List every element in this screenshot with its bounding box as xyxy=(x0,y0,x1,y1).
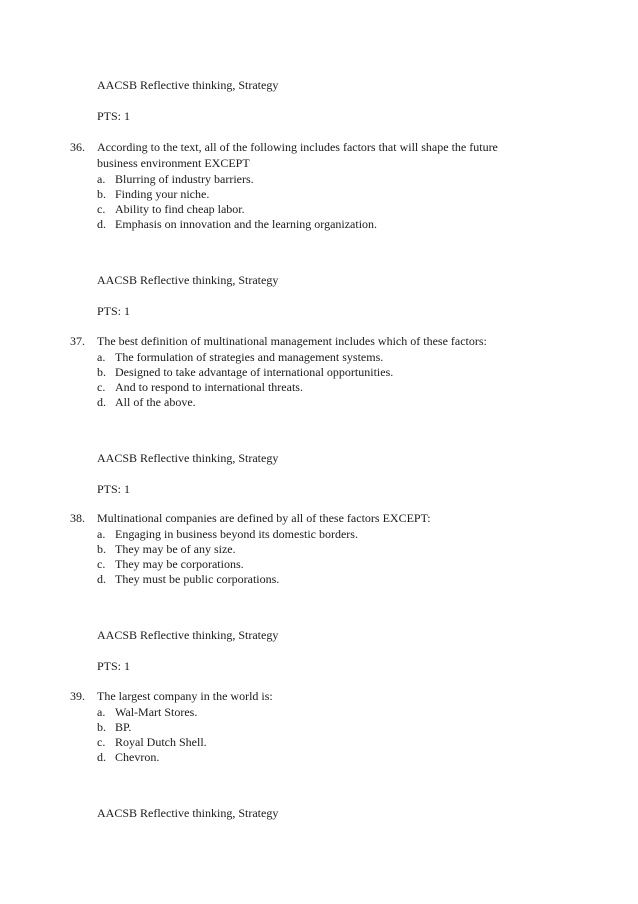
answer-option xyxy=(97,750,159,765)
option-letter: a. xyxy=(97,350,106,364)
question-number: 38. xyxy=(70,511,85,525)
option-text: Emphasis on innovation and the learning organization. xyxy=(115,217,378,231)
option-text: Designed to take advantage of international opportunities. xyxy=(115,365,394,379)
option-text: They may be corporations. xyxy=(115,557,244,571)
answer-option xyxy=(97,720,131,735)
option-text: Finding your niche. xyxy=(115,187,210,201)
option-text: Blurring of industry barriers. xyxy=(115,172,254,186)
answer-option xyxy=(97,557,244,572)
points-label: PTS: 1 xyxy=(97,659,131,673)
question-text: Multinational companies are defined by all of these factors EXCEPT: xyxy=(97,511,431,525)
aacsb-tag: AACSB Reflective thinking, Strategy xyxy=(97,451,279,465)
question-text: The best definition of multinational management includes which of these factors: xyxy=(97,334,487,348)
option-text: BP. xyxy=(115,720,132,734)
option-text: Ability to find cheap labor. xyxy=(115,202,245,216)
question-text: According to the text, all of the following includes factors that will shape the future xyxy=(97,140,498,154)
answer-option xyxy=(97,172,254,187)
answer-option xyxy=(97,527,358,542)
option-letter: c. xyxy=(97,202,106,216)
aacsb-tag: AACSB Reflective thinking, Strategy xyxy=(97,806,279,820)
option-text: They must be public corporations. xyxy=(115,572,280,586)
answer-option xyxy=(97,365,393,380)
question-number: 37. xyxy=(70,334,85,348)
option-text: Chevron. xyxy=(115,750,160,764)
points-label: PTS: 1 xyxy=(97,109,131,123)
question-text: The largest company in the world is: xyxy=(97,689,273,703)
option-letter: d. xyxy=(97,750,106,764)
aacsb-tag: AACSB Reflective thinking, Strategy xyxy=(97,78,279,92)
answer-option xyxy=(97,202,245,217)
option-letter: b. xyxy=(97,720,106,734)
question-number: 39. xyxy=(70,689,85,703)
option-letter: b. xyxy=(97,187,106,201)
answer-option xyxy=(97,735,207,750)
answer-option xyxy=(97,187,209,202)
option-text: The formulation of strategies and management systems. xyxy=(115,350,384,364)
answer-option xyxy=(97,217,377,232)
answer-option xyxy=(97,705,197,720)
question-number: 36. xyxy=(70,140,85,154)
option-letter: c. xyxy=(97,557,106,571)
option-letter: a. xyxy=(97,527,106,541)
option-letter: a. xyxy=(97,705,106,719)
option-letter: c. xyxy=(97,380,106,394)
option-letter: d. xyxy=(97,572,106,586)
answer-option xyxy=(97,572,279,587)
answer-option xyxy=(97,350,383,365)
option-text: And to respond to international threats. xyxy=(115,380,303,394)
answer-option xyxy=(97,542,236,557)
option-text: Royal Dutch Shell. xyxy=(115,735,207,749)
aacsb-tag: AACSB Reflective thinking, Strategy xyxy=(97,273,279,287)
points-label: PTS: 1 xyxy=(97,304,131,318)
option-letter: d. xyxy=(97,217,106,231)
option-text: All of the above. xyxy=(115,395,196,409)
option-text: They may be of any size. xyxy=(115,542,236,556)
option-letter: a. xyxy=(97,172,106,186)
answer-option xyxy=(97,380,303,395)
option-letter: b. xyxy=(97,542,106,556)
aacsb-tag: AACSB Reflective thinking, Strategy xyxy=(97,628,279,642)
option-text: Wal-Mart Stores. xyxy=(115,705,198,719)
option-letter: c. xyxy=(97,735,106,749)
answer-option xyxy=(97,395,196,410)
option-letter: b. xyxy=(97,365,106,379)
points-label: PTS: 1 xyxy=(97,482,131,496)
option-text: Engaging in business beyond its domestic borders. xyxy=(115,527,358,541)
question-text-continued: business environment EXCEPT xyxy=(97,156,250,170)
option-letter: d. xyxy=(97,395,106,409)
